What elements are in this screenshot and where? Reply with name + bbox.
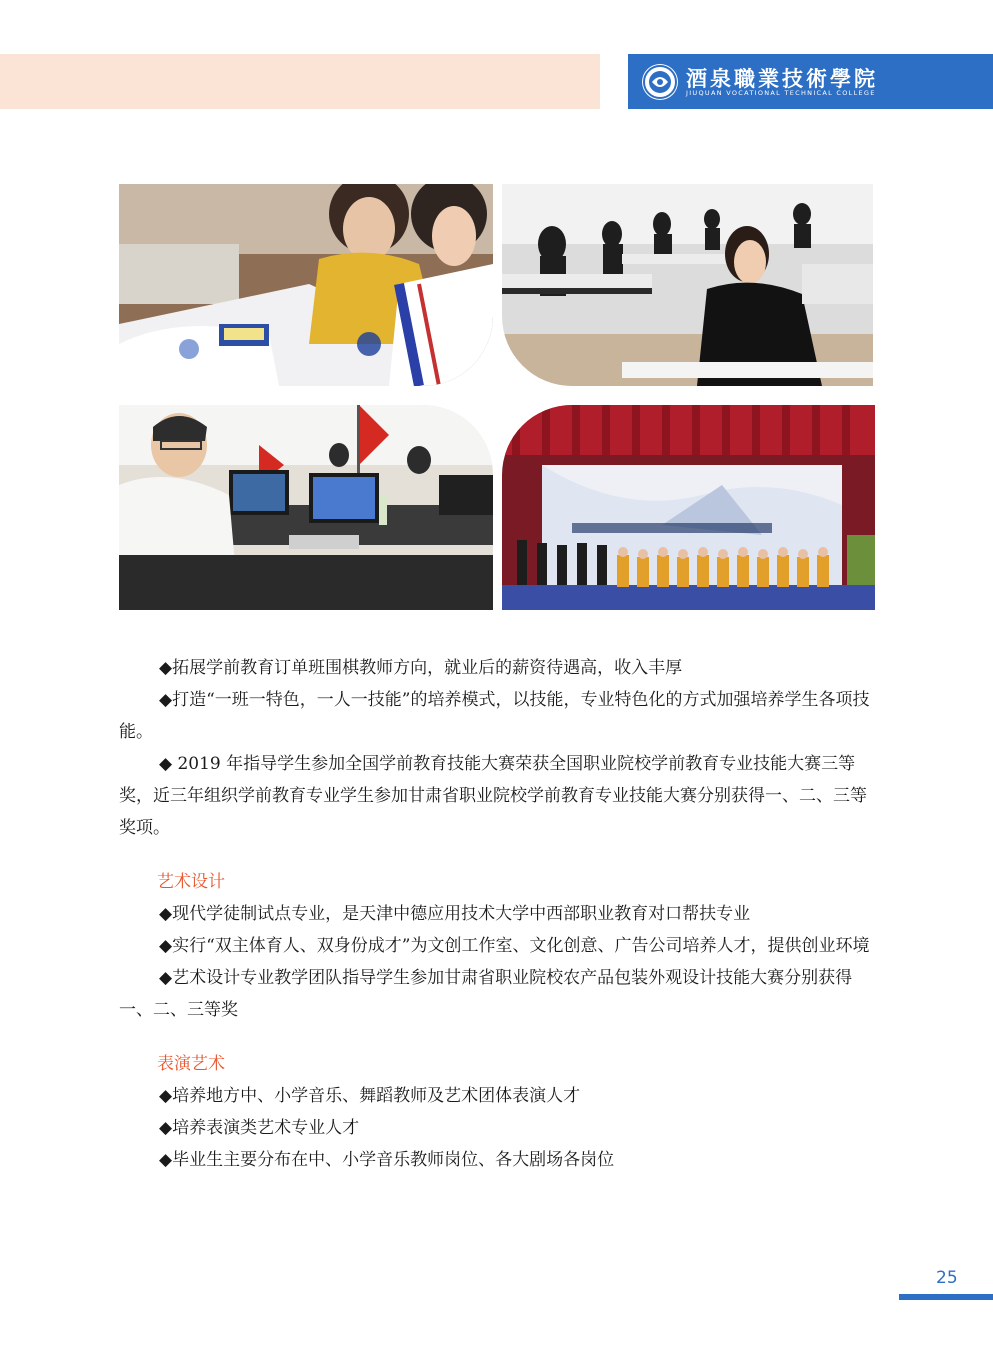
intro-item: ◆ 2019 年指导学生参加全国学前教育技能大赛荣获全国职业院校学前教育专业技能大赛三等奖，近三年组织学前教育专业学生参加甘肃省职业院校学前教育专业技能大赛分别获得一、二、三等奖项。 xyxy=(119,754,867,838)
body-text xyxy=(119,652,875,1176)
page-number: 25 xyxy=(936,1268,958,1288)
art-design-item: ◆实行“双主体育人、双身份成才”为文创工作室、文化创意、广告公司培养人才，提供创业环境 xyxy=(159,936,870,956)
college-logo-banner xyxy=(628,54,993,109)
page-number-bar xyxy=(899,1294,993,1300)
intro-item: ◆打造“一班一特色，一人一技能”的培养模式，以技能，专业特色化的方式加强培养学生各项技能。 xyxy=(119,690,870,742)
header-band xyxy=(0,54,600,109)
photo-keyboard-class xyxy=(502,184,873,386)
photo-painting-class xyxy=(119,184,493,386)
college-name-en: JIUQUAN VOCATIONAL TECHNICAL COLLEGE xyxy=(686,89,876,97)
art-design-item: ◆现代学徒制试点专业，是天津中德应用技术大学中西部职业教育对口帮扶专业 xyxy=(159,904,751,924)
section-heading-art-design: 艺术设计 xyxy=(157,872,225,892)
performance-item: ◆毕业生主要分布在中、小学音乐教师岗位、各大剧场各岗位 xyxy=(159,1150,615,1170)
performance-item: ◆培养地方中、小学音乐、舞蹈教师及艺术团体表演人才 xyxy=(159,1086,581,1106)
photo-computer-lab xyxy=(119,405,493,610)
college-name-cn: 酒泉職業技術學院 xyxy=(686,66,878,91)
photo-stage-performance xyxy=(502,405,875,610)
section-heading-performance: 表演艺术 xyxy=(157,1054,225,1074)
intro-item: ◆拓展学前教育订单班围棋教师方向，就业后的薪资待遇高，收入丰厚 xyxy=(159,658,683,678)
college-emblem-icon xyxy=(642,64,678,100)
art-design-item: ◆艺术设计专业教学团队指导学生参加甘肃省职业院校农产品包装外观设计技能大赛分别获得一、二、三等奖 xyxy=(119,968,853,1020)
performance-item: ◆培养表演类艺术专业人才 xyxy=(159,1118,360,1138)
